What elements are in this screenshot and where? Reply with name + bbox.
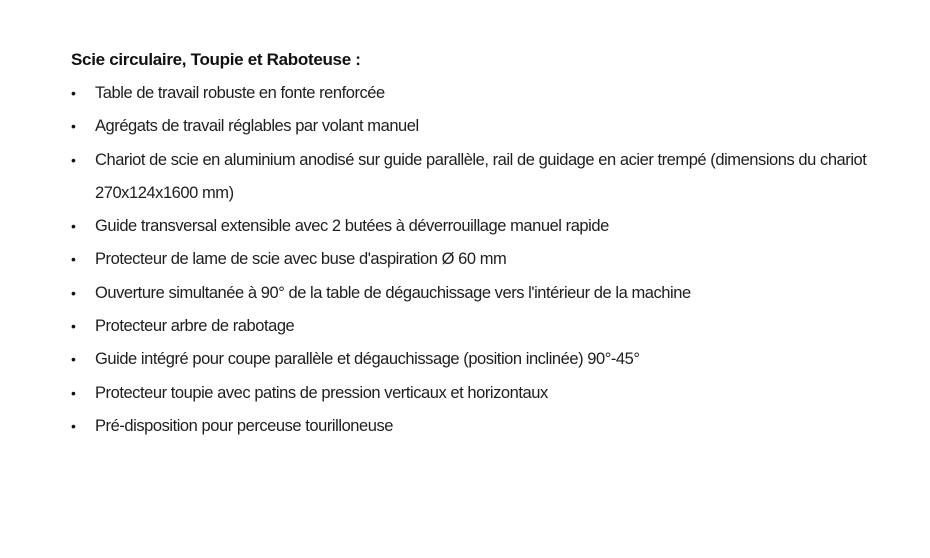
feature-item	[71, 277, 871, 310]
section-heading: Scie circulaire, Toupie et Raboteuse :	[71, 50, 361, 69]
feature-item	[71, 410, 871, 443]
bullet-icon: •	[71, 318, 76, 335]
feature-text: Agrégats de travail réglables par volant manuel	[95, 117, 419, 136]
bullet-icon: •	[71, 384, 76, 401]
bullet-icon: •	[71, 417, 76, 434]
feature-item	[71, 110, 871, 143]
bullet-icon: •	[71, 251, 76, 268]
feature-section	[71, 46, 871, 443]
bullet-icon: •	[71, 218, 76, 235]
feature-text: Protecteur toupie avec patins de pression verticaux et horizontaux	[95, 383, 548, 402]
bullet-icon: •	[71, 85, 76, 101]
feature-item	[71, 210, 871, 243]
feature-text: Guide transversal extensible avec 2 butées à déverrouillage manuel rapide	[95, 217, 609, 236]
bullet-icon: •	[71, 284, 76, 301]
feature-item	[71, 377, 871, 410]
feature-list	[71, 77, 871, 443]
feature-item	[71, 77, 871, 110]
feature-text: Table de travail robuste en fonte renforcée	[95, 84, 385, 102]
feature-text: Protecteur de lame de scie avec buse d'aspiration Ø 60 mm	[95, 250, 507, 269]
feature-text: Ouverture simultanée à 90° de la table de dégauchissage vers l'intérieur de la machine	[95, 283, 691, 302]
bullet-icon: •	[71, 351, 76, 368]
feature-item	[71, 310, 871, 343]
bullet-icon: •	[71, 118, 76, 135]
feature-item	[71, 144, 871, 211]
feature-item	[71, 243, 871, 276]
feature-text: Chariot de scie en aluminium anodisé sur guide parallèle, rail de guidage en acier trempé (dimensions du chariot 270x124x1600 mm)	[95, 150, 867, 202]
feature-text: Pré-disposition pour perceuse tourilloneuse	[95, 416, 394, 435]
bullet-icon: •	[71, 151, 76, 168]
feature-text: Protecteur arbre de rabotage	[95, 317, 295, 336]
feature-text: Guide intégré pour coupe parallèle et dégauchissage (position inclinée) 90°-45°	[95, 350, 640, 369]
feature-item	[71, 343, 871, 376]
